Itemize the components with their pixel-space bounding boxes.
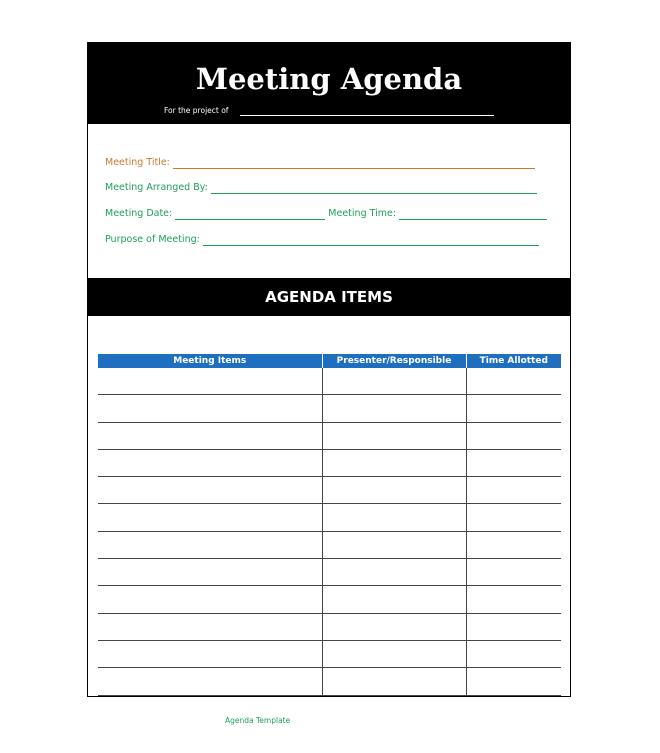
meeting-item-cell[interactable] bbox=[98, 559, 322, 586]
time-allotted-cell[interactable] bbox=[466, 504, 561, 531]
presenter-cell[interactable] bbox=[322, 368, 466, 395]
table-row bbox=[98, 613, 561, 640]
table-row bbox=[98, 668, 561, 695]
meeting-date-input-line[interactable] bbox=[175, 209, 325, 220]
table-row bbox=[98, 368, 561, 395]
meeting-arranged-by-label: Meeting Arranged By: bbox=[105, 182, 208, 193]
meeting-item-cell[interactable] bbox=[98, 640, 322, 667]
time-allotted-cell[interactable] bbox=[466, 586, 561, 613]
agenda-items-table bbox=[98, 354, 561, 696]
presenter-cell[interactable] bbox=[322, 586, 466, 613]
table-row bbox=[98, 559, 561, 586]
presenter-cell[interactable] bbox=[322, 422, 466, 449]
column-header-presenter: Presenter/Responsible bbox=[322, 354, 466, 368]
agenda-page bbox=[87, 42, 571, 697]
table-row bbox=[98, 449, 561, 476]
column-header-time-allotted: Time Allotted bbox=[466, 354, 561, 368]
purpose-of-meeting-label: Purpose of Meeting: bbox=[105, 234, 200, 245]
table-row bbox=[98, 531, 561, 558]
presenter-cell[interactable] bbox=[322, 395, 466, 422]
meeting-item-cell[interactable] bbox=[98, 449, 322, 476]
time-allotted-cell[interactable] bbox=[466, 640, 561, 667]
presenter-cell[interactable] bbox=[322, 504, 466, 531]
meeting-item-cell[interactable] bbox=[98, 586, 322, 613]
meeting-item-cell[interactable] bbox=[98, 531, 322, 558]
time-allotted-cell[interactable] bbox=[466, 422, 561, 449]
meeting-time-label: Meeting Time: bbox=[328, 208, 397, 219]
meeting-date-label: Meeting Date: bbox=[105, 208, 173, 219]
time-allotted-cell[interactable] bbox=[466, 395, 561, 422]
agenda-items-band bbox=[88, 278, 570, 316]
project-input-line[interactable] bbox=[240, 115, 494, 116]
time-allotted-cell[interactable] bbox=[466, 613, 561, 640]
meeting-item-cell[interactable] bbox=[98, 422, 322, 449]
page-title: Meeting Agenda bbox=[195, 62, 463, 96]
table-row bbox=[98, 395, 561, 422]
presenter-cell[interactable] bbox=[322, 531, 466, 558]
meeting-title-field bbox=[105, 157, 535, 169]
table-header-row bbox=[98, 354, 561, 368]
table-row bbox=[98, 504, 561, 531]
presenter-cell[interactable] bbox=[322, 477, 466, 504]
presenter-cell[interactable] bbox=[322, 613, 466, 640]
presenter-cell[interactable] bbox=[322, 449, 466, 476]
table-row bbox=[98, 477, 561, 504]
meeting-title-label: Meeting Title: bbox=[105, 157, 170, 168]
presenter-cell[interactable] bbox=[322, 559, 466, 586]
table-row bbox=[98, 640, 561, 667]
meeting-item-cell[interactable] bbox=[98, 368, 322, 395]
time-allotted-cell[interactable] bbox=[466, 668, 561, 695]
presenter-cell[interactable] bbox=[322, 668, 466, 695]
column-header-meeting-items: Meeting Items bbox=[98, 354, 322, 368]
time-allotted-cell[interactable] bbox=[466, 559, 561, 586]
presenter-cell[interactable] bbox=[322, 640, 466, 667]
time-allotted-cell[interactable] bbox=[466, 531, 561, 558]
meeting-item-cell[interactable] bbox=[98, 504, 322, 531]
project-label: For the project of bbox=[164, 106, 229, 115]
time-allotted-cell[interactable] bbox=[466, 368, 561, 395]
meeting-date-field bbox=[105, 208, 547, 220]
agenda-items-title: AGENDA ITEMS bbox=[265, 288, 393, 306]
time-allotted-cell[interactable] bbox=[466, 477, 561, 504]
meeting-item-cell[interactable] bbox=[98, 613, 322, 640]
table-row bbox=[98, 422, 561, 449]
agenda-table-body bbox=[98, 368, 561, 695]
meeting-time-input-line[interactable] bbox=[399, 209, 547, 220]
meeting-item-cell[interactable] bbox=[98, 477, 322, 504]
meeting-arranged-by-field bbox=[105, 182, 537, 194]
purpose-of-meeting-field bbox=[105, 234, 539, 246]
meeting-item-cell[interactable] bbox=[98, 395, 322, 422]
time-allotted-cell[interactable] bbox=[466, 449, 561, 476]
header-band bbox=[88, 43, 570, 124]
purpose-of-meeting-input-line[interactable] bbox=[203, 235, 539, 246]
table-row bbox=[98, 586, 561, 613]
meeting-arranged-by-input-line[interactable] bbox=[211, 183, 537, 194]
meeting-item-cell[interactable] bbox=[98, 668, 322, 695]
footer-caption: Agenda Template bbox=[225, 716, 291, 725]
project-row bbox=[164, 106, 494, 118]
meeting-title-input-line[interactable] bbox=[173, 158, 535, 169]
